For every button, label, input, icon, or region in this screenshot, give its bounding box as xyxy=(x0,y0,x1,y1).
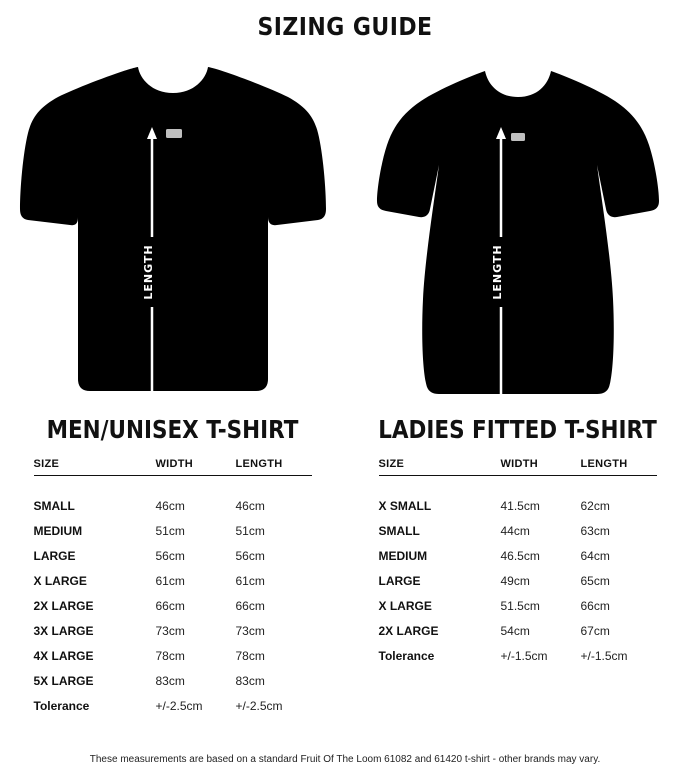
table-header-row xyxy=(34,458,312,476)
cell-width: 41.5cm xyxy=(500,499,540,513)
cell-length: 51cm xyxy=(235,524,265,538)
ladies-size-table xyxy=(379,458,657,668)
cell-width: 78cm xyxy=(155,649,185,663)
cell-size: MEDIUM xyxy=(33,524,83,538)
header-width: WIDTH xyxy=(156,458,236,476)
cell-width: 46.5cm xyxy=(500,549,540,563)
header-length: LENGTH xyxy=(581,458,657,476)
ladies-heading: LADIES FITTED T-SHIRT xyxy=(378,415,657,444)
table-row xyxy=(34,518,312,543)
cell-length: 65cm xyxy=(580,574,610,588)
cell-width: 66cm xyxy=(155,599,185,613)
cell-width: 83cm xyxy=(155,674,185,688)
cell-length: 66cm xyxy=(235,599,265,613)
cell-length: +/-1.5cm xyxy=(580,649,628,663)
table-row xyxy=(34,568,312,593)
cell-length: 67cm xyxy=(580,624,610,638)
cell-size: SMALL xyxy=(33,499,75,513)
header-size: SIZE xyxy=(379,458,501,476)
cell-size: X LARGE xyxy=(33,574,87,588)
cell-size: SMALL xyxy=(378,524,420,538)
cell-width: 44cm xyxy=(500,524,530,538)
ladies-tshirt-icon xyxy=(373,49,663,404)
cell-width: 49cm xyxy=(500,574,530,588)
length-label-ladies: LENGTH xyxy=(490,244,504,300)
cell-length: 61cm xyxy=(235,574,265,588)
cell-length: 83cm xyxy=(235,674,265,688)
cell-width: 54cm xyxy=(500,624,530,638)
table-row xyxy=(34,668,312,693)
cell-width: 61cm xyxy=(155,574,185,588)
cell-size: MEDIUM xyxy=(378,549,428,563)
cell-length: 66cm xyxy=(580,599,610,613)
cell-size: Tolerance xyxy=(378,649,435,663)
cell-length: 78cm xyxy=(235,649,265,663)
cell-size: LARGE xyxy=(33,549,76,563)
table-row xyxy=(34,493,312,518)
ladies-shirt-diagram xyxy=(345,49,690,409)
table-row xyxy=(379,493,657,518)
cell-width: 46cm xyxy=(155,499,185,513)
header-width: WIDTH xyxy=(501,458,581,476)
table-row xyxy=(379,618,657,643)
mens-size-table xyxy=(34,458,312,718)
cell-width: 51cm xyxy=(155,524,185,538)
cell-size: 4X LARGE xyxy=(33,649,94,663)
table-row-tolerance xyxy=(34,693,312,718)
table-row xyxy=(379,593,657,618)
table-row-tolerance xyxy=(379,643,657,668)
page-title: SIZING GUIDE xyxy=(257,12,433,41)
cell-size: LARGE xyxy=(378,574,421,588)
cell-size: 5X LARGE xyxy=(33,674,94,688)
mens-column xyxy=(0,49,345,718)
mens-heading: MEN/UNISEX T-SHIRT xyxy=(46,415,299,444)
table-header-row xyxy=(379,458,657,476)
table-row xyxy=(34,543,312,568)
cell-length: 73cm xyxy=(235,624,265,638)
table-row xyxy=(379,568,657,593)
cell-size: 2X LARGE xyxy=(33,599,94,613)
cell-size: 2X LARGE xyxy=(378,624,439,638)
cell-width: +/-2.5cm xyxy=(155,699,203,713)
cell-length: 63cm xyxy=(580,524,610,538)
cell-length: 46cm xyxy=(235,499,265,513)
mens-shirt-diagram xyxy=(0,49,345,409)
table-row xyxy=(34,643,312,668)
table-row xyxy=(34,593,312,618)
table-row xyxy=(379,543,657,568)
cell-width: 56cm xyxy=(155,549,185,563)
cell-length: 56cm xyxy=(235,549,265,563)
table-row xyxy=(379,518,657,543)
cell-size: Tolerance xyxy=(33,699,90,713)
cell-width: +/-1.5cm xyxy=(500,649,548,663)
cell-width: 51.5cm xyxy=(500,599,540,613)
cell-width: 73cm xyxy=(155,624,185,638)
cell-length: 62cm xyxy=(580,499,610,513)
cell-size: X LARGE xyxy=(378,599,432,613)
cell-size: X SMALL xyxy=(378,499,432,513)
header-size: SIZE xyxy=(34,458,156,476)
ladies-column xyxy=(345,49,690,718)
measurement-footnote: These measurements are based on a standard Fruit Of The Loom 61082 and 61420 t-shirt - other brands may vary. xyxy=(89,754,601,765)
cell-length: +/-2.5cm xyxy=(235,699,283,713)
cell-size: 3X LARGE xyxy=(33,624,94,638)
size-columns xyxy=(0,49,690,718)
cell-length: 64cm xyxy=(580,549,610,563)
length-label-mens: LENGTH xyxy=(141,244,155,300)
header-length: LENGTH xyxy=(236,458,312,476)
table-row xyxy=(34,618,312,643)
mens-tshirt-icon xyxy=(18,49,328,404)
